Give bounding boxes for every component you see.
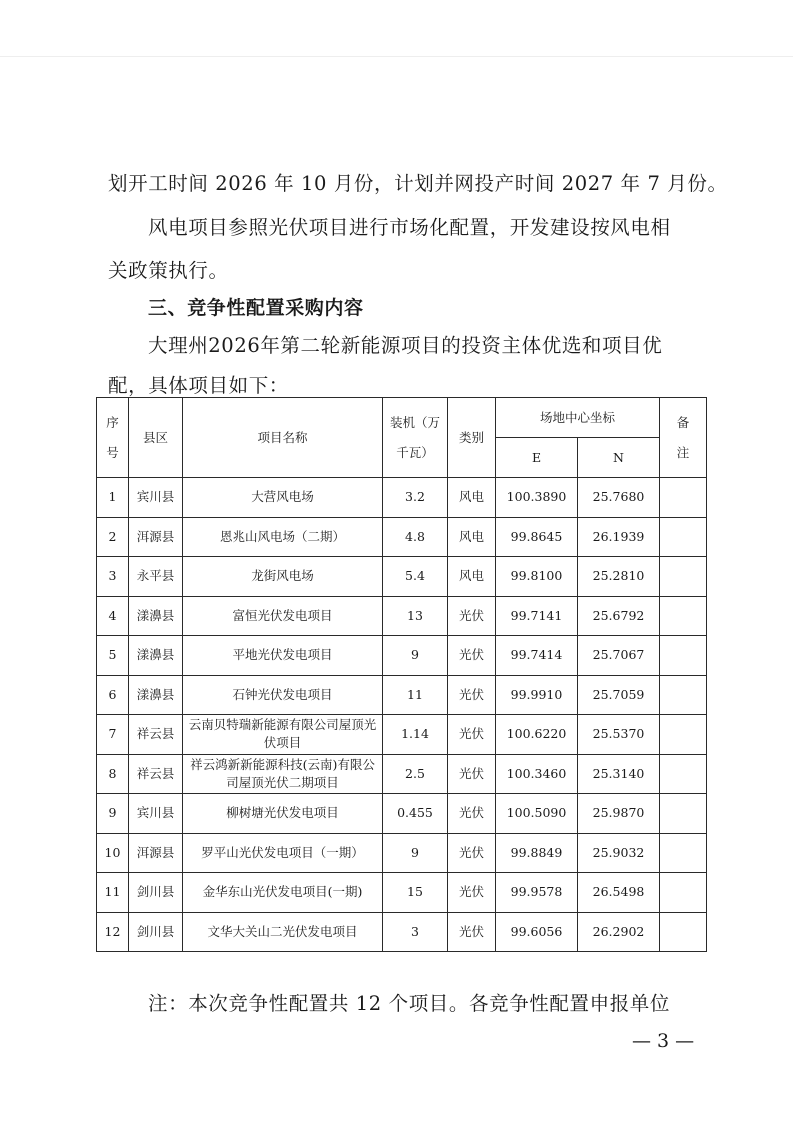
cell-name: 大营风电场 <box>183 478 383 518</box>
table-row <box>97 912 707 952</box>
cell-e: 99.7141 <box>496 596 578 636</box>
cell-n: 25.7067 <box>578 636 660 676</box>
cell-e: 99.8100 <box>496 557 578 597</box>
header-type: 类别 <box>448 398 496 478</box>
cell-county: 宾川县 <box>129 478 183 518</box>
header-project-name: 项目名称 <box>183 398 383 478</box>
header-remark: 备 注 <box>660 398 707 478</box>
cell-county: 洱源县 <box>129 833 183 873</box>
cell-capacity: 15 <box>383 873 448 913</box>
table-row <box>97 754 707 794</box>
cell-e: 99.7414 <box>496 636 578 676</box>
cell-type: 光伏 <box>448 912 496 952</box>
table-row <box>97 557 707 597</box>
cell-capacity: 3.2 <box>383 478 448 518</box>
cell-capacity: 3 <box>383 912 448 952</box>
cell-e: 100.3890 <box>496 478 578 518</box>
cell-e: 99.9578 <box>496 873 578 913</box>
cell-n: 25.5370 <box>578 715 660 755</box>
cell-county: 祥云县 <box>129 715 183 755</box>
header-capacity: 装机（万 千瓦） <box>383 398 448 478</box>
cell-type: 光伏 <box>448 715 496 755</box>
cell-seq: 1 <box>97 478 129 518</box>
table-row <box>97 833 707 873</box>
cell-seq: 7 <box>97 715 129 755</box>
header-coordinates: 场地中心坐标 <box>496 398 660 438</box>
body-line-4: 大理州2026年第二轮新能源项目的投资主体优选和项目优 <box>148 334 663 357</box>
table-row <box>97 873 707 913</box>
cell-remark <box>660 517 707 557</box>
cell-name: 平地光伏发电项目 <box>183 636 383 676</box>
cell-seq: 9 <box>97 794 129 834</box>
cell-n: 25.2810 <box>578 557 660 597</box>
cell-capacity: 5.4 <box>383 557 448 597</box>
cell-name: 云南贝特瑞新能源有限公司屋顶光伏项目 <box>183 715 383 755</box>
cell-capacity: 9 <box>383 636 448 676</box>
cell-type: 光伏 <box>448 833 496 873</box>
cell-capacity: 0.455 <box>383 794 448 834</box>
cell-remark <box>660 833 707 873</box>
section-heading: 三、竞争性配置采购内容 <box>148 297 364 319</box>
cell-n: 26.5498 <box>578 873 660 913</box>
cell-name: 龙街风电场 <box>183 557 383 597</box>
table-row <box>97 596 707 636</box>
header-n: N <box>578 438 660 478</box>
header-county: 县区 <box>129 398 183 478</box>
cell-county: 祥云县 <box>129 754 183 794</box>
cell-type: 风电 <box>448 557 496 597</box>
cell-seq: 6 <box>97 675 129 715</box>
cell-n: 26.2902 <box>578 912 660 952</box>
table-row <box>97 794 707 834</box>
cell-e: 100.3460 <box>496 754 578 794</box>
table-row <box>97 478 707 518</box>
cell-remark <box>660 754 707 794</box>
cell-type: 光伏 <box>448 754 496 794</box>
cell-name: 罗平山光伏发电项目（一期） <box>183 833 383 873</box>
cell-seq: 5 <box>97 636 129 676</box>
cell-name: 富恒光伏发电项目 <box>183 596 383 636</box>
table-row <box>97 636 707 676</box>
cell-name: 石钟光伏发电项目 <box>183 675 383 715</box>
cell-type: 风电 <box>448 478 496 518</box>
cell-seq: 12 <box>97 912 129 952</box>
cell-capacity: 1.14 <box>383 715 448 755</box>
cell-n: 25.6792 <box>578 596 660 636</box>
cell-n: 25.9032 <box>578 833 660 873</box>
cell-type: 光伏 <box>448 794 496 834</box>
cell-name: 文华大关山二光伏发电项目 <box>183 912 383 952</box>
cell-remark <box>660 636 707 676</box>
cell-n: 25.3140 <box>578 754 660 794</box>
cell-e: 100.5090 <box>496 794 578 834</box>
cell-n: 25.9870 <box>578 794 660 834</box>
table-row <box>97 675 707 715</box>
cell-remark <box>660 596 707 636</box>
cell-remark <box>660 873 707 913</box>
cell-county: 洱源县 <box>129 517 183 557</box>
cell-capacity: 9 <box>383 833 448 873</box>
cell-capacity: 11 <box>383 675 448 715</box>
cell-n: 26.1939 <box>578 517 660 557</box>
cell-county: 剑川县 <box>129 873 183 913</box>
cell-remark <box>660 715 707 755</box>
cell-n: 25.7059 <box>578 675 660 715</box>
cell-type: 光伏 <box>448 596 496 636</box>
body-line-3: 关政策执行。 <box>108 259 229 282</box>
cell-seq: 11 <box>97 873 129 913</box>
body-line-1: 划开工时间 2026 年 10 月份，计划并网投产时间 2027 年 7 月份。 <box>108 172 728 195</box>
cell-county: 永平县 <box>129 557 183 597</box>
cell-county: 宾川县 <box>129 794 183 834</box>
cell-remark <box>660 478 707 518</box>
cell-county: 漾濞县 <box>129 596 183 636</box>
cell-seq: 2 <box>97 517 129 557</box>
cell-seq: 8 <box>97 754 129 794</box>
cell-name: 柳树塘光伏发电项目 <box>183 794 383 834</box>
cell-type: 光伏 <box>448 675 496 715</box>
cell-name: 恩兆山风电场（二期） <box>183 517 383 557</box>
header-e: E <box>496 438 578 478</box>
cell-remark <box>660 912 707 952</box>
cell-county: 剑川县 <box>129 912 183 952</box>
cell-county: 漾濞县 <box>129 636 183 676</box>
cell-name: 祥云鸿新新能源科技(云南)有限公司屋顶光伏二期项目 <box>183 754 383 794</box>
header-seq: 序 号 <box>97 398 129 478</box>
cell-capacity: 13 <box>383 596 448 636</box>
cell-remark <box>660 557 707 597</box>
note-line: 注：本次竞争性配置共 12 个项目。各竞争性配置申报单位 <box>148 992 671 1015</box>
cell-e: 99.8645 <box>496 517 578 557</box>
cell-e: 99.6056 <box>496 912 578 952</box>
cell-county: 漾濞县 <box>129 675 183 715</box>
body-line-5: 配，具体项目如下： <box>108 374 289 397</box>
cell-name: 金华东山光伏发电项目(一期) <box>183 873 383 913</box>
project-table <box>96 397 707 952</box>
cell-remark <box>660 675 707 715</box>
cell-capacity: 2.5 <box>383 754 448 794</box>
cell-type: 风电 <box>448 517 496 557</box>
table-row <box>97 715 707 755</box>
cell-type: 光伏 <box>448 636 496 676</box>
cell-e: 99.9910 <box>496 675 578 715</box>
cell-type: 光伏 <box>448 873 496 913</box>
cell-n: 25.7680 <box>578 478 660 518</box>
cell-seq: 10 <box>97 833 129 873</box>
body-line-2: 风电项目参照光伏项目进行市场化配置，开发建设按风电相 <box>148 216 671 239</box>
cell-capacity: 4.8 <box>383 517 448 557</box>
cell-e: 99.8849 <box>496 833 578 873</box>
page-edge-line <box>0 56 793 57</box>
cell-remark <box>660 794 707 834</box>
table-row <box>97 517 707 557</box>
page-number: — 3 — <box>632 1030 695 1052</box>
cell-e: 100.6220 <box>496 715 578 755</box>
cell-seq: 4 <box>97 596 129 636</box>
cell-seq: 3 <box>97 557 129 597</box>
